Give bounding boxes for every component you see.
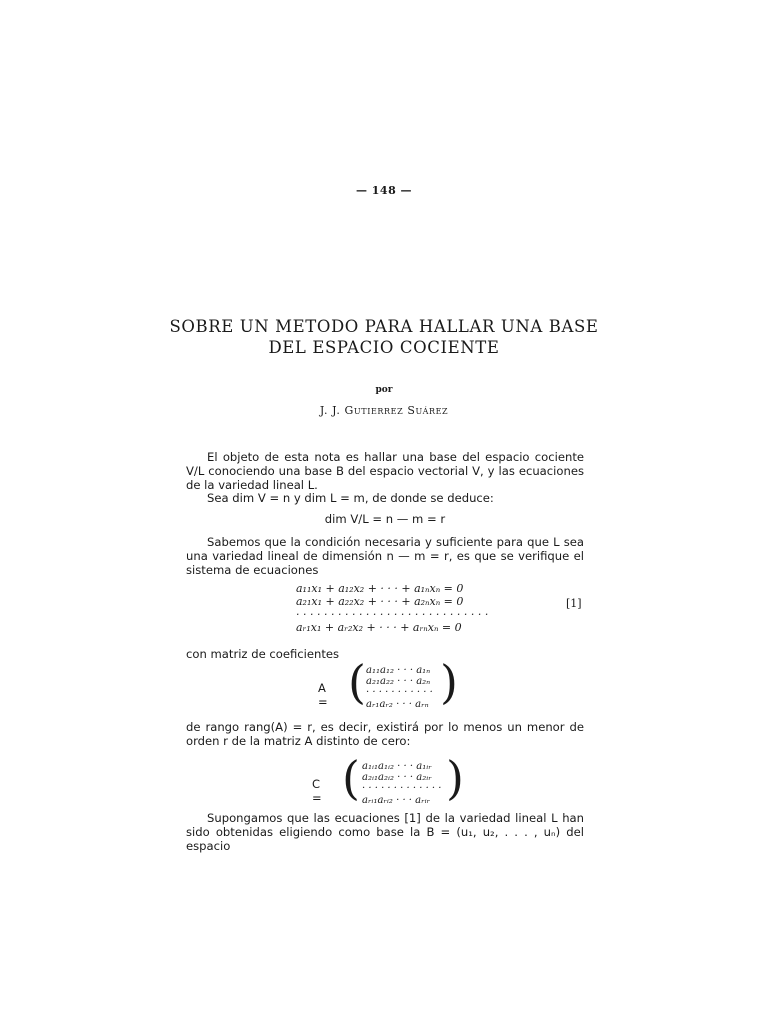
by-label: por (375, 385, 393, 395)
matrix-a-label: A = (318, 681, 328, 709)
matrix-row: aᵣᵢ₁aᵣᵢ₂ · · · aᵣᵢᵣ (362, 794, 431, 806)
matrix-row: · · · · · · · · · · · · · (362, 783, 442, 795)
paragraph-2: Sea dim V = n y dim L = m, de donde se deduce: (207, 491, 494, 505)
matrix-c-rows (362, 761, 441, 806)
title-line-2: DEL ESPACIO COCIENTE (268, 338, 500, 357)
matrix-row: a₁₁a₁₂ · · · a₁ₙ (366, 665, 431, 676)
matrix-row: a₂ᵢ₁a₂ᵢ₂ · · · a₂ᵢᵣ (362, 772, 432, 784)
paragraph-3: Sabemos que la condición necesaria y suficiente para que L sea una variedad lineal de dimensión n — m = r, es que se verifique el sistema de ecuaciones (186, 535, 584, 577)
matrix-row: a₁ᵢ₁a₁ᵢ₂ · · · a₁ᵢᵣ (362, 761, 432, 772)
left-paren: ( (342, 751, 360, 805)
equation-row: aᵣ₁x₁ + aᵣ₂x₂ + · · · + aᵣₙxₙ = 0 (296, 621, 462, 634)
equation-row: · · · · · · · · · · · · · · · · · · · · · · · · · · · · (296, 608, 489, 621)
right-paren: ) (440, 655, 458, 709)
title-line-1: SOBRE UN METODO PARA HALLAR UNA BASE (169, 317, 599, 336)
page-number: — 148 — (355, 184, 413, 197)
paragraph-5: de rango rang(A) = r, es decir, existirá por lo menos un menor de orden r de la matriz A distinto de cero: (186, 720, 584, 748)
right-paren: ) (446, 751, 464, 805)
equation-row: a₁₁x₁ + a₁₂x₂ + · · · + a₁ₙxₙ = 0 (296, 582, 464, 595)
matrix-row: a₂₁a₂₂ · · · a₂ₙ (366, 676, 431, 688)
paper-title (0, 316, 768, 358)
matrix-row: aᵣ₁aᵣ₂ · · · aᵣₙ (366, 698, 429, 710)
equation-dim: dim V/L = n — m = r (324, 512, 446, 526)
matrix-c-label: C = (312, 777, 322, 805)
author-name: J. J. Gutierrez Suárez (319, 404, 449, 417)
equation-tag: [1] (566, 597, 582, 610)
paragraph-1: El objeto de esta nota es hallar una base del espacio cociente V/L conociendo una base B del espacio vectorial V, y las ecuaciones de la variedad lineal L. (186, 450, 584, 492)
matrix-a-rows (366, 665, 433, 710)
left-paren: ( (348, 655, 366, 709)
matrix-row: · · · · · · · · · · · (366, 687, 433, 699)
paragraph-4: con matriz de coeficientes (186, 647, 340, 661)
equation-row: a₂₁x₁ + a₂₂x₂ + · · · + a₂ₙxₙ = 0 (296, 595, 464, 608)
paragraph-6: Supongamos que las ecuaciones [1] de la variedad lineal L han sido obtenidas eligiendo como base la B = (u₁, u₂, . . . , uₙ) del espacio (186, 811, 584, 853)
equation-system (296, 582, 586, 634)
